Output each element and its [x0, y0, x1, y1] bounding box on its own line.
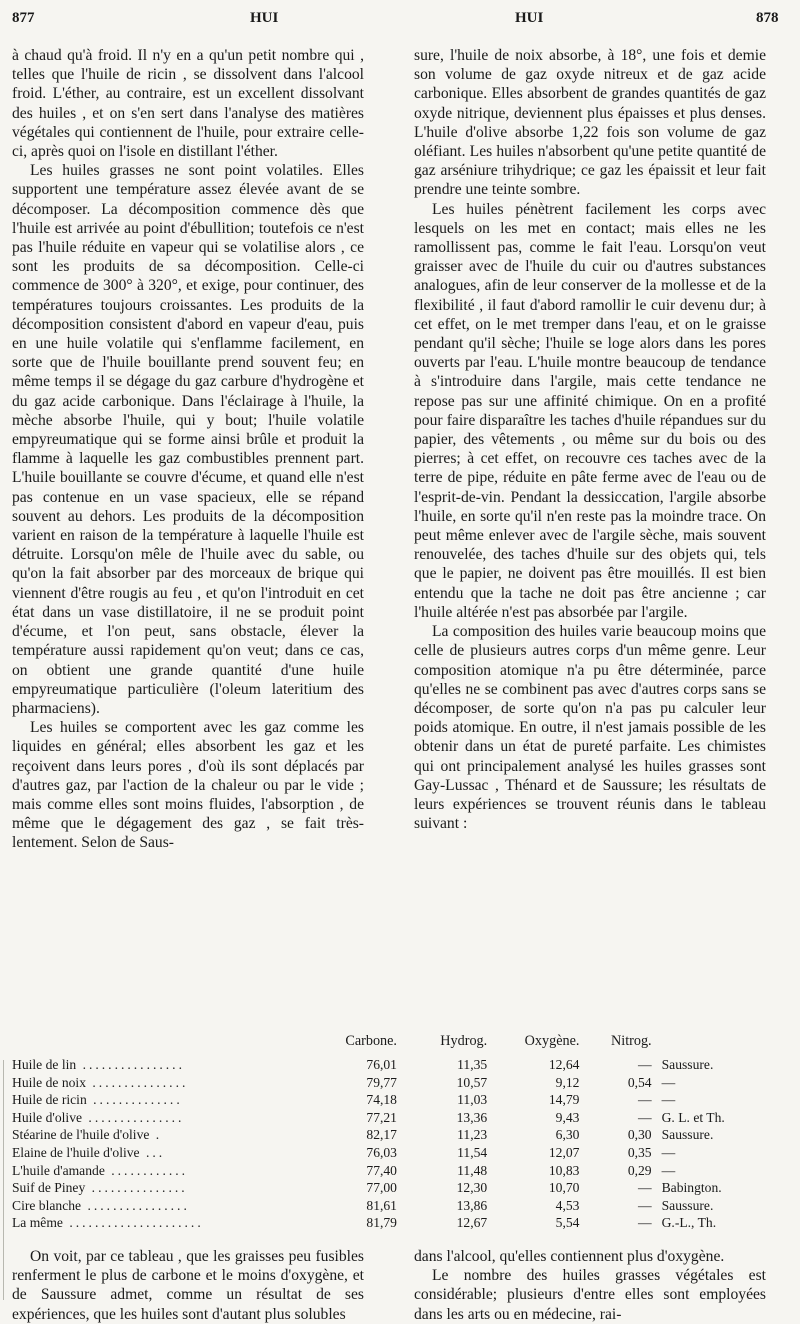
cell-oxygene: 9,12 [555, 1074, 580, 1090]
row-name: Elaine de l'huile d'olive ... [12, 1144, 166, 1160]
table-row [12, 1179, 788, 1197]
row-name: Suif de Piney ............... [12, 1180, 188, 1196]
cell-source: — [661, 1092, 676, 1108]
bottom-left-column [12, 1247, 364, 1324]
paragraph: La composition des huiles varie beaucoup moins que celle de plusieurs autres corps d'un même genre. Leur composition atomique n'a pu être déterminée, parce qu'elles ne se combinent pas avec d'autres corps sans se décomposer, de sorte qu'on n'a pas pu calculer leur poids atomique. En outre, il n'est jamais possible de les obtenir dans un état de pureté parfaite. Les chimistes qui ont principalement analysé les huiles grasses sont Gay-Lussac , Thénard et de Saussure; les résultats de leurs expériences se trouvent réunis dans le tableau suivant : [414, 623, 766, 833]
left-running-head: HUI [250, 10, 279, 26]
table-row [12, 1109, 788, 1127]
cell-oxygene: 12,64 [548, 1057, 580, 1072]
cell-nitrog: — [638, 1109, 652, 1125]
cell-hydrog: 13,86 [456, 1197, 488, 1213]
cell-oxygene: 9,43 [555, 1109, 580, 1125]
cell-source: — [661, 1074, 676, 1090]
cell-source: Babington. [661, 1180, 722, 1196]
cell-nitrog: 0,35 [627, 1144, 652, 1160]
cell-carbone: 77,40 [366, 1162, 397, 1178]
table-row [12, 1162, 788, 1180]
cell-nitrog: — [638, 1197, 652, 1213]
paragraph: à chaud qu'à froid. Il n'y en a qu'un petit nombre qui , telles que l'huile de ricin , se dissolvent dans l'alcool froid. L'éther, au contraire, est un excellent dissolvant des huiles , et on s'en sert dans l'analyse des matières végétales qui contiennent de l'huile, pour extraire celle-ci, après quoi on l'isole en distillant l'éther. [12, 47, 364, 161]
table-row [12, 1074, 788, 1092]
cell-oxygene: 10,83 [548, 1162, 580, 1178]
cell-oxygene: 14,79 [548, 1092, 580, 1108]
cell-oxygene: 10,70 [548, 1180, 580, 1196]
row-name: La même ..................... [12, 1215, 204, 1231]
paragraph: sure, l'huile de noix absorbe, à 18°, une fois et demie son volume de gaz oxyde nitreux et de gaz acide carbonique. Elles absorbent de grandes quantités de gaz oxyde nitrique, deviennent plus épaisses et plus denses. L'huile d'olive absorbe 1,22 fois son volume de gaz oléfiant. Les huiles n'absorbent qu'une petite quantité de gaz arséniure trihydrique; ce gaz les épaissit et leur fait prendre une teinte sombre. [414, 47, 766, 199]
right-running-head: HUI [515, 10, 544, 26]
row-name: Cire blanche ................ [12, 1197, 190, 1213]
paragraph: dans l'alcool, qu'elles contiennent plus d'oxygène. [414, 1248, 725, 1265]
cell-hydrog: 13,36 [456, 1109, 488, 1125]
cell-source: Saussure. [661, 1057, 714, 1072]
cell-carbone: 82,17 [366, 1127, 397, 1143]
cell-carbone: 76,01 [366, 1057, 397, 1072]
paragraph: On voit, par ce tableau , que les graisses peu fusibles renferment le plus de carbone et le moins d'oxygène, et de Saussure admet, comme un résultat de ses expériences, que les huiles sont d'autant plus solubles [12, 1248, 364, 1323]
table-row [12, 1144, 788, 1162]
row-name: Stéarine de l'huile d'olive . [12, 1127, 163, 1143]
cell-hydrog: 11,54 [457, 1144, 488, 1160]
composition-table [12, 1033, 788, 1232]
cell-nitrog: 0,29 [627, 1162, 652, 1178]
paragraph: Les huiles se comportent avec les gaz comme les liquides en général; elles absorbent les gaz et les reçoivent dans leurs pores , d'où ils sont déplacés par d'autres gaz, par l'action de la chaleur ou par le vide ; mais comme elles sont moins fluides, l'absorption , de même que le dégagement des gaz , se fait très-lentement. Selon de Saus- [12, 719, 364, 852]
paragraph: Le nombre des huiles grasses végétales est considérable; plusieurs d'entre elles sont employées dans les arts ou en médecine, rai- [414, 1267, 766, 1323]
page-header [0, 10, 800, 34]
table-row [12, 1126, 788, 1144]
cell-nitrog: — [638, 1092, 652, 1108]
cell-source: — [661, 1144, 676, 1160]
header-hydrog: Hydrog. [440, 1033, 488, 1049]
cell-nitrog: — [638, 1057, 652, 1072]
cell-carbone: 77,21 [366, 1109, 397, 1125]
cell-oxygene: 6,30 [555, 1127, 580, 1143]
cell-source: Saussure. [661, 1197, 714, 1213]
cell-carbone: 81,79 [366, 1215, 397, 1231]
cell-hydrog: 11,03 [457, 1092, 488, 1108]
row-name: Huile de ricin .............. [12, 1092, 183, 1108]
table-row [12, 1056, 788, 1074]
bottom-right-column [414, 1247, 766, 1324]
row-name: L'huile d'amande ............ [12, 1162, 189, 1178]
table-row [12, 1214, 788, 1232]
left-page-number: 877 [12, 10, 35, 26]
header-oxygene: Oxygène. [524, 1033, 580, 1049]
cell-carbone: 77,00 [366, 1180, 397, 1196]
right-page-number: 878 [756, 10, 779, 26]
cell-nitrog: 0,30 [627, 1127, 652, 1143]
row-name: Huile d'olive ............... [12, 1109, 185, 1125]
cell-source: G. L. et Th. [661, 1109, 725, 1125]
cell-source: — [661, 1162, 676, 1178]
table-header-row [12, 1033, 788, 1056]
row-name: Huile de noix ............... [12, 1074, 189, 1090]
cell-nitrog: — [638, 1215, 652, 1231]
cell-nitrog: — [638, 1180, 652, 1196]
header-carbone: Carbone. [345, 1033, 397, 1049]
header-nitrog: Nitrog. [611, 1033, 652, 1049]
left-column [12, 46, 364, 853]
cell-nitrog: 0,54 [627, 1074, 652, 1090]
cell-carbone: 74,18 [366, 1092, 397, 1108]
cell-hydrog: 11,48 [457, 1162, 488, 1178]
paragraph: Les huiles pénètrent facilement les corps avec lesquels on les met en contact; mais elles ne les ramollissent pas, comme le fait l'eau. Lorsqu'on veut graisser avec de l'huile du cuir ou d'autres substances analogues, afin de leur conserver de la mollesse et de la flexibilité , il faut d'abord ramollir le cuir devenu dur; à cet effet, on le met tremper dans l'eau, et on le graisse pendant qu'il sèche; l'huile se loge alors dans les pores ouverts par l'eau. L'huile montre beaucoup de tendance à s'introduire dans l'argile, mais cette tendance ne repose pas sur une affinité chimique. On en a profité pour faire disparaître les taches d'huile répandues sur du papier, des vêtements , ou même sur du bois ou des pierres; à cet effet, on recouvre ces taches avec de la terre de pipe, réduite en pâte ferme avec de l'eau ou de l'esprit-de-vin. Pendant la dessiccation, l'argile absorbe l'huile, en sorte qu'il n'en reste pas la moindre trace. On peut même enlever avec de l'argile sèche, mais souvent renouvelée, des taches d'huile sur des objets qui, tels que le papier, ne doivent pas être mouillés. Il est bien entendu que la tache ne doit pas être ancienne ; car l'huile altérée n'est pas absorbée par l'argile. [414, 200, 766, 621]
table-row [12, 1091, 788, 1109]
cell-hydrog: 11,35 [457, 1057, 488, 1072]
cell-carbone: 81,61 [366, 1197, 397, 1213]
cell-hydrog: 12,30 [456, 1180, 488, 1196]
table-row [12, 1197, 788, 1215]
cell-source: G.-L., Th. [661, 1215, 717, 1231]
cell-carbone: 79,77 [366, 1074, 397, 1090]
cell-hydrog: 11,23 [457, 1127, 488, 1143]
right-column [414, 46, 766, 833]
cell-carbone: 76,03 [366, 1144, 397, 1160]
cell-hydrog: 10,57 [456, 1074, 488, 1090]
table-body [12, 1056, 788, 1232]
paragraph: Les huiles grasses ne sont point volatiles. Elles supportent une température assez élevée avant de se décomposer. La décomposition commence dès que l'huile est arrivée au point d'ébullition; toutefois ce n'est pas l'huile réduite en vapeur qui se volatilise alors , ce sont les produits de sa décomposition. Celle-ci commence de 300° à 320°, et exige, pour continuer, des températures toujours croissantes. Les produits de la décomposition consistent d'abord en vapeur d'eau, puis en une huile volatile qui s'enflamme facilement, en sorte que de l'huile bouillante prend souvent feu; en même temps il se dégage du gaz carbure d'hydrogène et du gaz acide carbonique. Dans l'éclairage à l'huile, la mèche absorbe l'huile, qui y bout; l'huile volatile empyreumatique qui se forme ainsi brûle et produit la flamme à laquelle les gaz combustibles prennent part. L'huile bouillante se couvre d'écume, et quand elle n'est pas contenue en un vase spacieux, elle se répand souvent au dehors. Les produits de la décomposition varient en raison de la température à laquelle l'huile est détruite. Lorsqu'on mêle de l'huile avec du sable, ou qu'on la fait absorber par des morceaux de brique qui viennent d'être rougis au feu , et qu'on l'introduit en cet état dans un vase distillatoire, il ne se produit point d'écume, et l'on peut, sans obstacle, élever la température aussi rapidement qu'on veut; dans ce cas, on obtient une grande quantité d'une huile empyreumatique particulière (l'oleum lateritium des pharmaciens). [12, 162, 364, 717]
margin-rule [3, 1060, 4, 1300]
cell-oxygene: 5,54 [555, 1215, 580, 1231]
cell-hydrog: 12,67 [456, 1215, 488, 1231]
cell-oxygene: 12,07 [548, 1144, 580, 1160]
cell-source: Saussure. [661, 1127, 714, 1143]
cell-oxygene: 4,53 [555, 1197, 580, 1213]
row-name: Huile de lin ................ [12, 1057, 185, 1072]
